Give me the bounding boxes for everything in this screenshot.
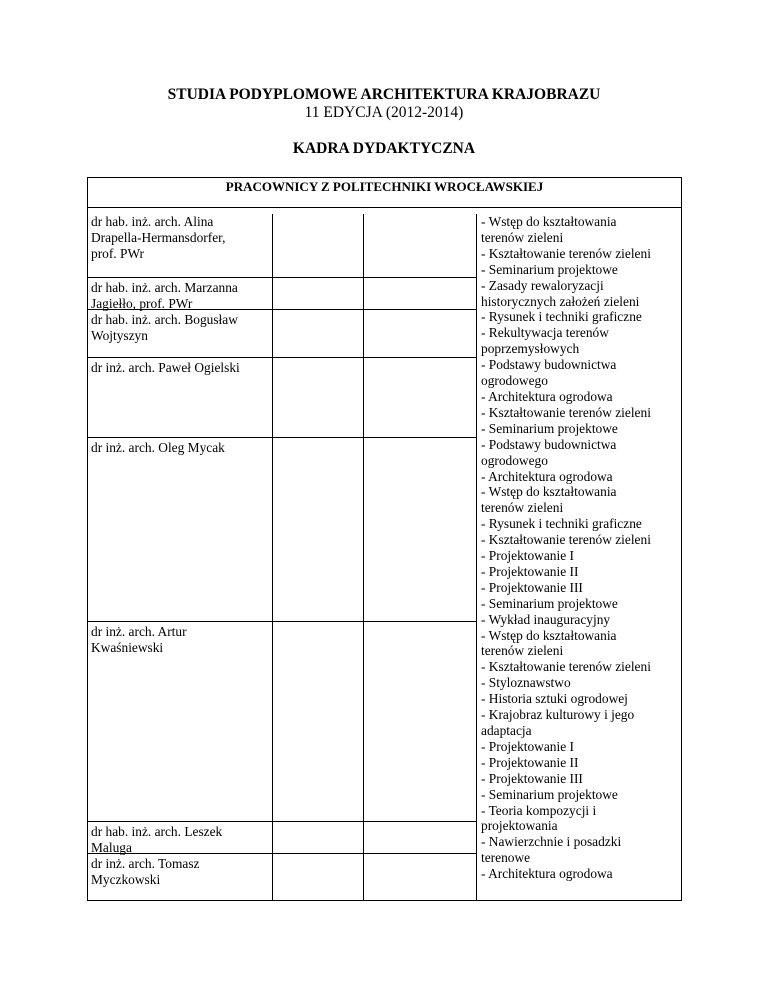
row-divider	[88, 277, 477, 278]
column-divider	[476, 214, 477, 900]
staff-name: dr inż. arch. Paweł Ogielski	[91, 360, 240, 375]
column-divider	[272, 214, 273, 900]
column-divider	[363, 214, 364, 900]
staff-heading: KADRA DYDAKTYCZNA	[292, 140, 476, 157]
row-divider	[88, 821, 477, 822]
staff-name: dr inż. arch. Artur Kwaśniewski	[91, 624, 187, 655]
subjects-list: - Wstęp do kształtowania terenów zieleni - Kształtowanie terenów zieleni - Seminarium projektowe - Zasady rewaloryzacji historycznych założeń zieleni - Rysunek i techniki graficzne - Rekultywacja terenów poprzemysłowych - Podstawy budownictwa ogrodowego - Architektura ogrodowa - Kształtowanie terenów zieleni - Seminarium projektowe - Podstawy budownictwa ogrodowego - Architektura ogrodowa - Wstęp do kształtowania terenów zieleni - Rysunek i techniki graficzne - Kształtowanie terenów zieleni - Projektowanie I - Projektowanie II - Projektowanie III - Seminarium projektowe - Wykład inauguracyjny - Wstęp do kształtowania terenów zieleni - Kształtowanie terenów zieleni - Styloznawstwo - Historia sztuki ogrodowej - Krajobraz kulturowy i jego adaptacja - Projektowanie I - Projektowanie II - Projektowanie III - Seminarium projektowe - Teoria kompozycji i projektowania - Nawierzchnie i posadzki terenowe - Architektura ogrodowa	[481, 214, 651, 882]
row-divider	[88, 621, 477, 622]
document-title: STUDIA PODYPLOMOWE ARCHITEKTURA KRAJOBRAZU	[167, 86, 601, 103]
staff-table	[87, 177, 682, 901]
staff-name: dr inż. arch. Tomasz Myczkowski	[91, 856, 200, 887]
staff-name: dr hab. inż. arch. Alina Drapella-Hermansdorfer, prof. PWr	[91, 214, 226, 261]
row-divider	[88, 437, 477, 438]
staff-name: dr hab. inż. arch. Leszek Maluga	[91, 824, 223, 855]
row-divider	[88, 357, 477, 358]
staff-name: dr hab. inż. arch. Bogusław Wojtyszyn	[91, 312, 238, 343]
staff-name: dr hab. inż. arch. Marzanna Jagiełło, prof. PWr	[91, 280, 238, 311]
staff-name: dr inż. arch. Oleg Mycak	[91, 440, 225, 455]
edition-subtitle: 11 EDYCJA (2012-2014)	[304, 104, 464, 121]
table-section-heading: PRACOWNICY Z POLITECHNIKI WROCŁAWSKIEJ	[88, 178, 681, 208]
